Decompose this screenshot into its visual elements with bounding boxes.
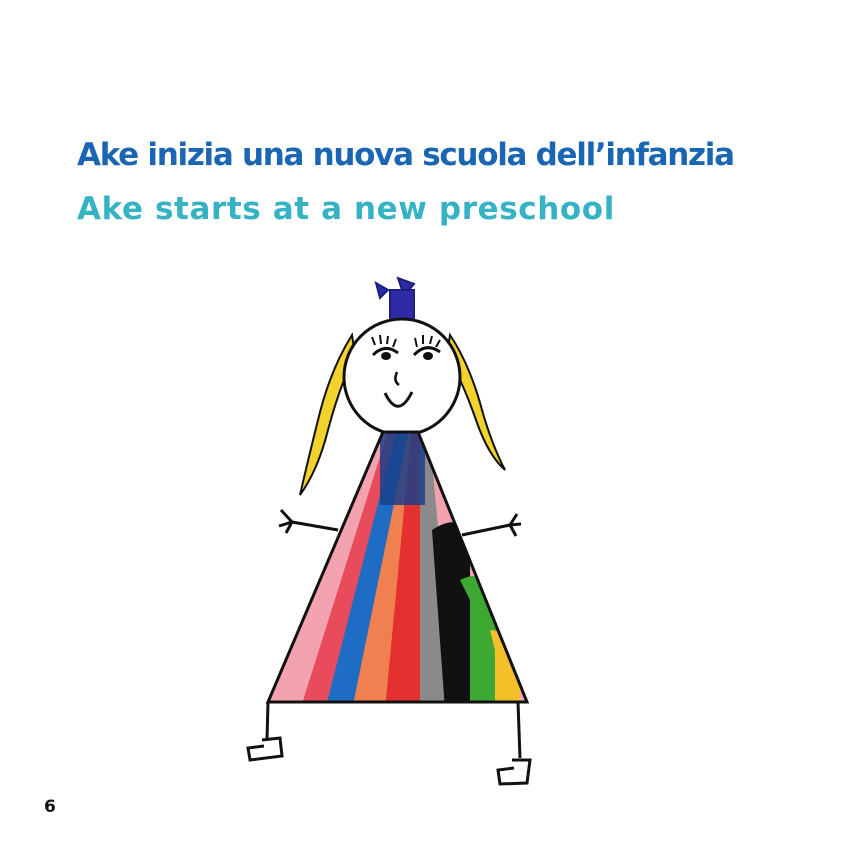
page-title-italian: Ake inizia una nuova scuola dell’infanzia <box>77 137 734 173</box>
page-number: 6 <box>44 797 56 817</box>
head <box>344 319 460 435</box>
rainbow-dress <box>260 425 540 710</box>
hair-bow <box>376 278 414 320</box>
legs-and-feet <box>248 702 530 784</box>
child-drawing-illustration <box>230 260 560 800</box>
page-title-english: Ake starts at a new preschool <box>77 191 615 227</box>
